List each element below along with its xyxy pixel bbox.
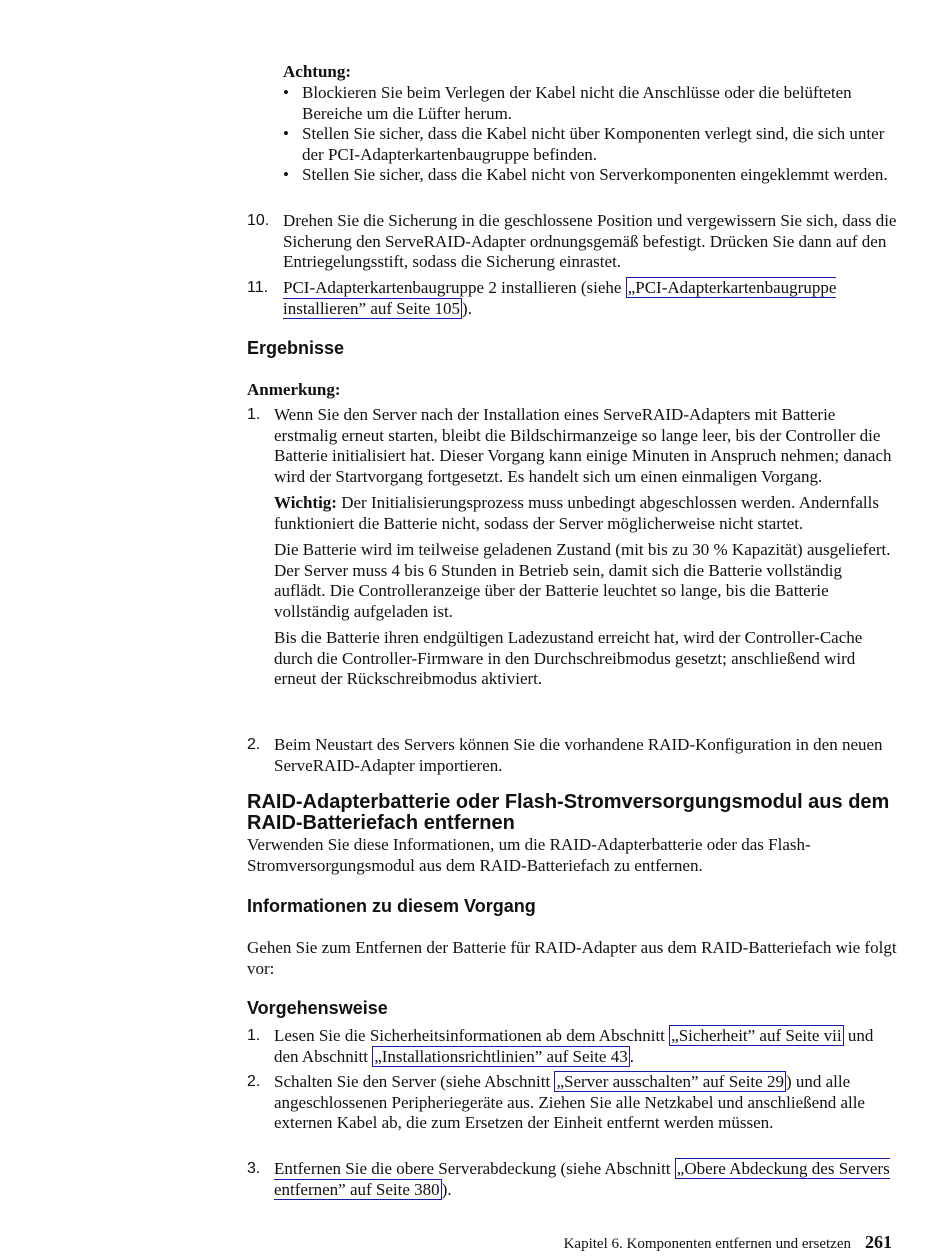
step-10 xyxy=(247,211,897,273)
results-heading: Ergebnisse xyxy=(247,338,345,358)
step-text: . xyxy=(629,1046,634,1066)
step-number: 10. xyxy=(247,212,270,229)
proc-step-1 xyxy=(247,1026,897,1067)
cache-para: Bis die Batterie ihren endgültigen Ladezustand erreicht hat, wird der Controller-Cache durch die Controller-Firmware in den Durchschreibmodus gesetzt; anschließend wird erneut der Rückschreibmodus aktiviert. xyxy=(274,628,863,688)
battery-para: Die Batterie wird im teilweise geladenen Zustand (mit bis zu 30 % Kapazität) ausgeliefert. Der Server muss 4 bis 6 Stunden in Betrieb sein, damit sich die Batterie vollständig auflädt. Die Controlleranzeige über der Batterie leuchtet so lange, bis die Batterie vollständig aufgeladen ist. xyxy=(274,540,891,621)
step-text: und den Abschnitt xyxy=(274,1026,874,1066)
note-label: Anmerkung: xyxy=(247,380,341,399)
caution-bullet: • Stellen Sie sicher, dass die Kabel nicht über Komponenten verlegt sind, die sich unter der PCI-Adapterkartenbaugruppe befinden. xyxy=(283,124,903,165)
important-text: Der Initialisierungsprozess muss unbedingt abgeschlossen werden. Andernfalls funktioniert die Batterie nicht, sodass der Server möglicherweise nicht startet. xyxy=(274,493,879,533)
item-number: 2. xyxy=(247,736,261,753)
pci-install-link[interactable]: „PCI-Adapterkartenbaugruppe installieren” auf Seite 105 xyxy=(283,278,837,318)
step-text: Lesen Sie die Sicherheitsinformationen ab dem Abschnitt xyxy=(274,1026,670,1045)
step-text: PCI-Adapterkartenbaugruppe 2 installieren (siehe xyxy=(283,278,626,297)
caution-bullet-text: Stellen Sie sicher, dass die Kabel nicht von Serverkomponenten eingeklemmt werden. xyxy=(302,165,888,184)
procedure-heading: Vorgehensweise xyxy=(247,998,388,1018)
step-text-after: ). xyxy=(462,298,472,318)
step-number: 3. xyxy=(247,1160,261,1177)
step-11 xyxy=(247,278,897,319)
section-intro: Verwenden Sie diese Informationen, um die RAID-Adapterbatterie oder das Flash-Stromversorgungsmodul aus dem RAID-Batteriefach zu entfernen. xyxy=(247,835,811,875)
step-number: 2. xyxy=(247,1073,261,1090)
step-text: Entfernen Sie die obere Serverabdeckung (siehe Abschnitt xyxy=(274,1159,675,1178)
page-number: 261 xyxy=(865,1232,892,1252)
step-text: ) und alle angeschlossenen Peripheriegeräte aus. Ziehen Sie alle Netzkabel und anschließend alle externen Kabel ab, die zum Ersetzen der Einheit entfernt werden müssen. xyxy=(274,1072,865,1132)
caution-bullet-text: Blockieren Sie beim Verlegen der Kabel nicht die Anschlüsse oder die belüfteten Bereiche um die Lüfter herum. xyxy=(302,83,852,123)
step-text: ). xyxy=(441,1179,452,1199)
proc-step-3 xyxy=(247,1159,897,1200)
safety-link[interactable]: „Sicherheit” auf Seite vii xyxy=(671,1026,842,1045)
note-item-1 xyxy=(247,405,897,690)
important-label: Wichtig: xyxy=(274,493,337,512)
chapter-title: Kapitel 6. Komponenten entfernen und ersetzen xyxy=(563,1236,851,1252)
note-item-2 xyxy=(247,735,897,776)
step-text: Schalten Sie den Server (siehe Abschnitt xyxy=(274,1072,555,1091)
proc-step-2 xyxy=(247,1072,897,1134)
info-heading: Informationen zu diesem Vorgang xyxy=(247,896,536,916)
server-off-link[interactable]: „Server ausschalten” auf Seite 29 xyxy=(556,1072,784,1091)
caution-bullet: • Stellen Sie sicher, dass die Kabel nicht von Serverkomponenten eingeklemmt werden. xyxy=(283,165,903,186)
remove-cover-link[interactable]: „Obere Abdeckung des Servers entfernen” auf Seite 380 xyxy=(274,1159,890,1199)
step-number: 1. xyxy=(247,1027,261,1044)
item-number: 1. xyxy=(247,406,261,423)
step-text: Drehen Sie die Sicherung in die geschlossene Position und vergewissern Sie sich, dass die Sicherung den ServeRAID-Adapter ordnungsgemäß befestigt. Drücken Sie dann auf den Entriegelungsstift, sodass die Sicherung einrastet. xyxy=(283,211,897,271)
caution-bullet-text: Stellen Sie sicher, dass die Kabel nicht über Komponenten verlegt sind, die sich unter der PCI-Adapterkartenbaugruppe befinden. xyxy=(302,124,885,164)
installation-guidelines-link[interactable]: „Installationsrichtlinien” auf Seite 43 xyxy=(374,1046,628,1066)
note-text: Wenn Sie den Server nach der Installation eines ServeRAID-Adapters mit Batterie erstmalig erneut starten, bleibt die Bildschirmanzeige so lange leer, bis der Controller die Batterie initialisiert hat. Dieser Vorgang kann einige Minuten in Anspruch nehmen; danach wird der Startvorgang fortgesetzt. Es handelt sich um einen einmaligen Vorgang. xyxy=(274,405,892,486)
note-text: Beim Neustart des Servers können Sie die vorhandene RAID-Konfiguration in den neuen ServeRAID-Adapter importieren. xyxy=(274,735,883,775)
info-text: Gehen Sie zum Entfernen der Batterie für RAID-Adapter aus dem RAID-Batteriefach wie folgt vor: xyxy=(247,938,897,978)
caution-bullet: • Blockieren Sie beim Verlegen der Kabel nicht die Anschlüsse oder die belüfteten Bereiche um die Lüfter herum. xyxy=(283,83,903,124)
section-title: RAID-Adapterbatterie oder Flash-Stromversorgungsmodul aus dem RAID-Batteriefach entfernen xyxy=(247,791,890,834)
step-number: 11. xyxy=(247,279,269,296)
page-footer xyxy=(564,1232,892,1253)
caution-label: Achtung: xyxy=(283,62,352,81)
